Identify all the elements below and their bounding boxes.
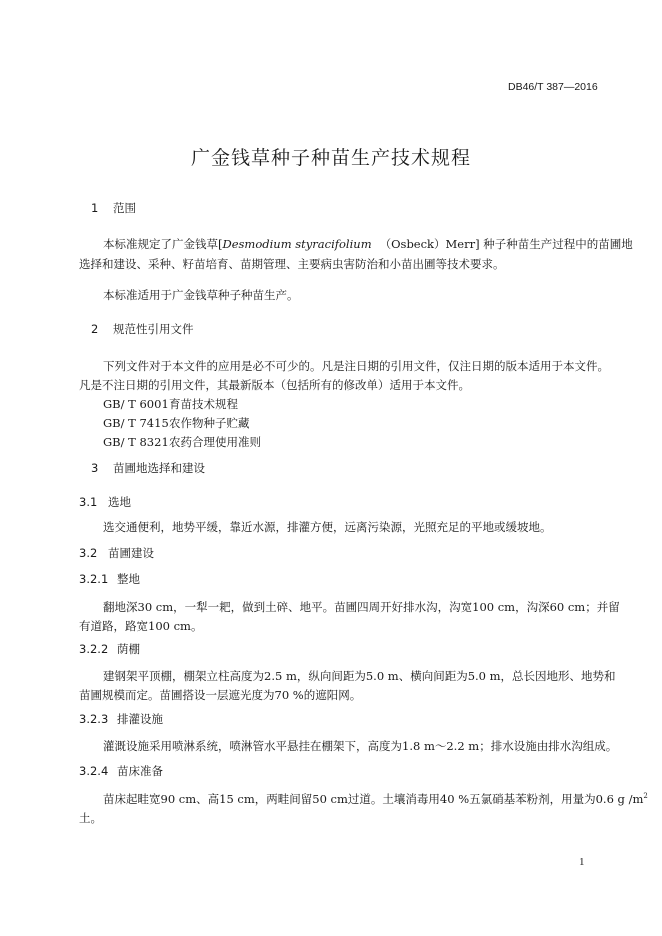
paragraph-line: 建钢架平顶棚，棚架立柱高度为2.5 m，纵向间距为5.0 m、横向间距为5.0 m，总长因地形、地势和 [103,669,616,683]
subsection-title: 荫棚 [117,642,140,656]
standard-code: DB46/T 387—2016 [508,81,598,93]
text-run: （Osbeck）Merr] 种子种苗生产过程中的苗圃地 [379,237,633,251]
section-number: 2 [91,322,99,336]
page-title: 广金钱草种子种苗生产技术规程 [190,147,471,169]
subsection-3-2-3-heading [79,711,163,727]
section-title: 范围 [113,201,136,215]
subsection-number: 3.1 [79,495,98,509]
section-3-heading [91,460,205,476]
paragraph-line: 凡是不注日期的引用文件，其最新版本（包括所有的修改单）适用于本文件。 [79,378,470,392]
subsection-number: 3.2.3 [79,712,109,726]
reference-item [103,394,238,414]
subsection-3-1-heading [79,494,131,510]
subsection-3-2-1-heading [79,571,140,587]
reference-code: GB/ T 6001 [103,397,169,411]
paragraph-line: 选交通便利，地势平缓，靠近水源，排灌方便，远离污染源，光照充足的平地或缓坡地。 [103,520,552,534]
section-2-heading [91,321,194,337]
paragraph-line: 有道路，路宽100 cm。 [79,619,203,633]
paragraph-line: 本标准适用于广金钱草种子种苗生产。 [103,288,299,302]
reference-code: GB/ T 7415 [103,416,169,430]
subsection-title: 整地 [117,572,140,586]
section-number: 3 [91,461,99,475]
subsection-number: 3.2.1 [79,572,109,586]
text-run: 本标准规定了广金钱草[ [103,237,223,251]
paragraph-line [103,234,633,254]
subsection-3-2-4-heading [79,763,163,779]
subsection-3-2-2-heading [79,641,140,657]
section-title: 苗圃地选择和建设 [113,461,205,475]
subsection-title: 苗床准备 [117,764,163,778]
subsection-title: 选地 [108,495,131,509]
section-number: 1 [91,201,99,215]
subsection-3-2-heading [79,545,154,561]
paragraph-line: 灌溉设施采用喷淋系统，喷淋管水平悬挂在棚架下，高度为1.8 m～2.2 m；排水设施由排水沟组成。 [103,739,618,753]
reference-name: 育苗技术规程 [169,397,238,411]
superscript: 2 [643,792,648,801]
paragraph-line: 土。 [79,811,102,825]
subsection-number: 3.2.4 [79,764,109,778]
reference-item [103,432,261,452]
paragraph-line: 翻地深30 cm，一犁一耙，做到土碎、地平。苗圃四周开好排水沟，沟宽100 cm，沟深60 cm；并留 [103,600,620,614]
section-1-heading [91,200,136,216]
paragraph-line: 选择和建设、采种、籽苗培育、苗期管理、主要病虫害防治和小苗出圃等技术要求。 [79,257,505,271]
subsection-title: 排灌设施 [117,712,163,726]
reference-name: 农药合理使用准则 [169,435,261,449]
section-title: 规范性引用文件 [113,322,194,336]
subsection-number: 3.2.2 [79,642,109,656]
paragraph-line: 下列文件对于本文件的应用是必不可少的。凡是注日期的引用文件，仅注日期的版本适用于本文件。 [103,359,609,373]
page-number: 1 [579,856,585,868]
reference-code: GB/ T 8321 [103,435,169,449]
subsection-title: 苗圃建设 [108,546,154,560]
subsection-number: 3.2 [79,546,98,560]
latin-name: Desmodium styracifolium [222,237,372,251]
paragraph-line: 苗圃规模而定。苗圃搭设一层遮光度为70 %的遮阳网。 [79,688,362,702]
reference-item [103,413,250,433]
reference-name: 农作物种子贮藏 [169,416,250,430]
paragraph-line [103,789,648,809]
text-run: 苗床起畦宽90 cm、高15 cm，两畦间留50 cm过道。土壤消毒用40 %五氯硝基苯粉剂，用量为0.6 g /m [103,792,644,806]
